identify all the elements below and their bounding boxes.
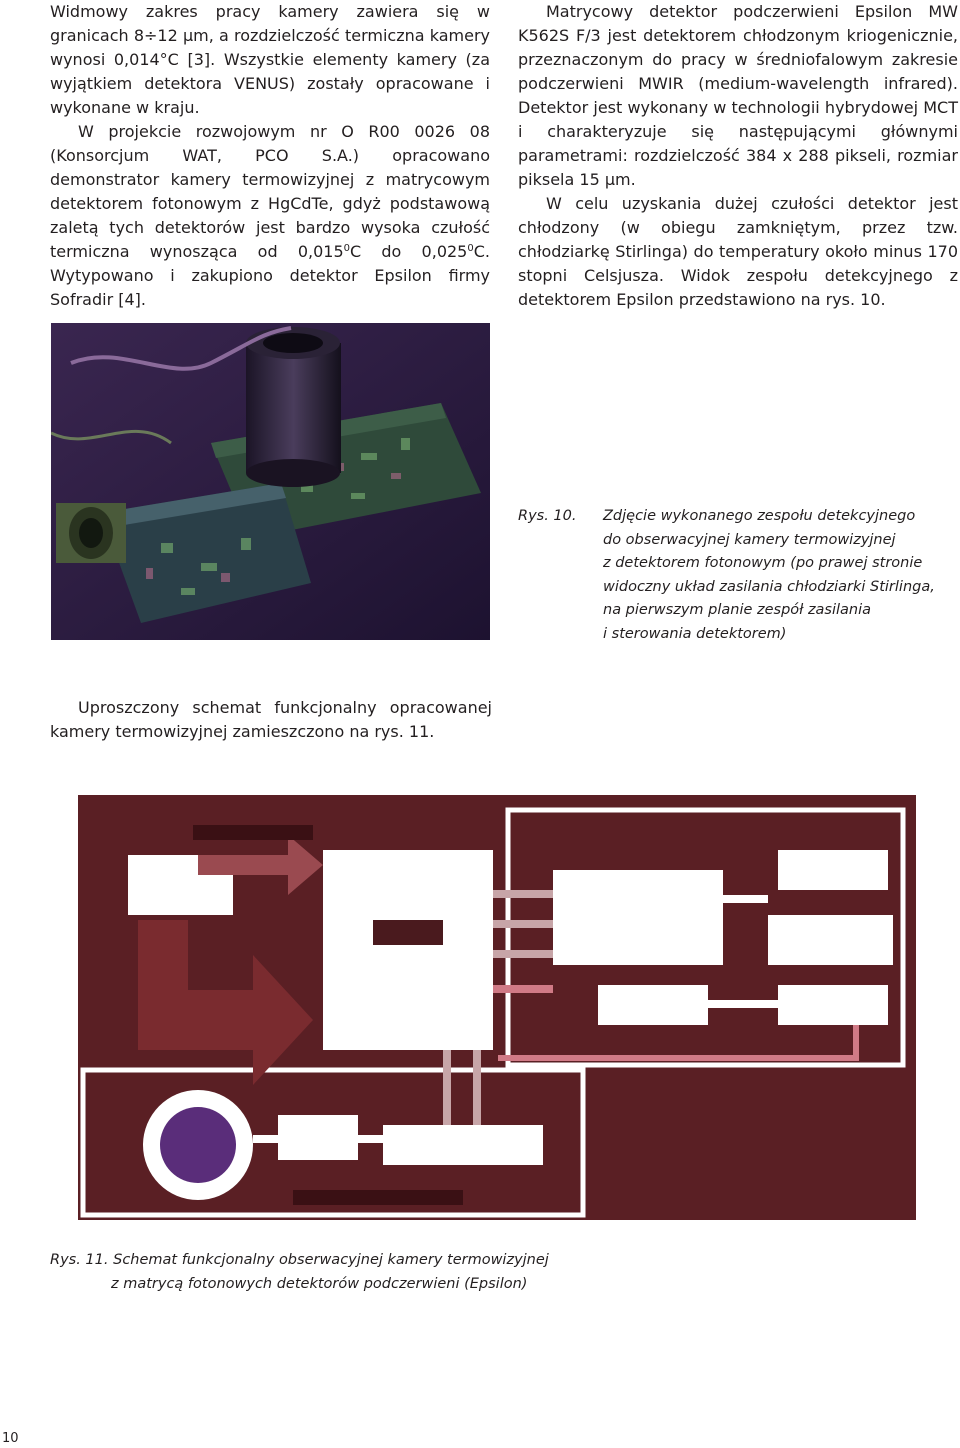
- figure-11-label: Rys. 11.: [50, 1252, 109, 1268]
- right-column: [518, 0, 958, 312]
- block-top-right: [778, 850, 888, 890]
- detector-label-block: [373, 920, 443, 945]
- figure-11-caption: Rys. 11. Schemat funkcjonalny obserwacyjnej kamery termowizyjnej z matrycą fotonowych detektorów podczerwieni (Epsilon): [50, 1252, 549, 1292]
- caption-line: widoczny układ zasilania chłodziarki Stirlinga,: [603, 578, 935, 595]
- caption-line: do obserwacyjnej kamery termowizyjnej: [603, 531, 896, 548]
- right-paragraph-1: Matrycowy detektor podczerwieni Epsilon MW K562S F/3 jest detektorem chłodzonym kriogenicznie, przeznaczonym do pracy w średniofalowym zakresie podczerwieni MWIR (medium-wavelength infrared). Detektor jest wykonany w technologii hybrydowej MCT i charakteryzuje się następującymi głównymi parametrami: rozdzielczość 384 x 288 pikseli, rozmiar piksela 15 µm.: [518, 2, 958, 189]
- photo-illustration: [51, 323, 490, 640]
- caption-line: na pierwszym planie zespół zasilania: [603, 602, 872, 618]
- optics-block-2: [383, 1125, 543, 1165]
- functional-block-diagram: [78, 795, 916, 1220]
- block-center: [553, 870, 723, 965]
- caption-line: Zdjęcie wykonanego zespołu detekcyjnego: [603, 508, 916, 524]
- block-diagram-svg: [78, 795, 916, 1220]
- block-bottom-right: [778, 985, 888, 1025]
- detector-assembly-photo: [51, 323, 490, 640]
- lens-circle: [160, 1107, 236, 1183]
- optics-block-1: [278, 1115, 358, 1160]
- figure-10-caption: [603, 505, 953, 646]
- left-column: [50, 0, 490, 312]
- caption-line: i sterowania detektorem): [603, 625, 787, 642]
- caption-line: z detektorem fotonowym (po prawej stronie: [603, 555, 923, 571]
- figure-10-label: Rys. 10.: [518, 508, 577, 524]
- schemat-paragraph: Uproszczony schemat funkcjonalny opracowanej kamery termowizyjnej zamieszczono na rys. 11.: [50, 698, 492, 741]
- left-paragraph-1: Widmowy zakres pracy kamery zawiera się w granicach 8÷12 µm, a rozdzielczość termiczna kamery wynosi 0,014°C [3]. Wszystkie elementy kamery (za wyjątkiem detektora VENUS) zostały opracowane i wykonane w kraju.: [50, 2, 490, 117]
- block-mid-right: [768, 915, 893, 965]
- page-number: 10: [2, 1431, 19, 1446]
- left-paragraph-2: W projekcie rozwojowym nr O R00 0026 08 (Konsorcjum WAT, PCO S.A.) opracowano demonstrator kamery termowizyjnej z matrycowym detektorem fotonowym z HgCdTe, gdyż podstawową zaletą tych detektorów jest bardzo wysoka czułość termiczna wynosząca od 0,015$^0$C do 0,025$^0$C. Wytypowano i zakupiono detektor Epsilon firmy Sofradir [4].: [50, 122, 491, 309]
- detector-box: [323, 850, 493, 1050]
- block-bottom-center: [598, 985, 708, 1025]
- right-paragraph-2: W celu uzyskania dużej czułości detektor jest chłodzony (w obiegu zamkniętym, przez tzw. chłodziarkę Stirlinga) do temperatury około minus 170 stopni Celsjusza. Widok zespołu detekcyjnego z detektorem Epsilon przedstawiono na rys. 10.: [518, 194, 958, 309]
